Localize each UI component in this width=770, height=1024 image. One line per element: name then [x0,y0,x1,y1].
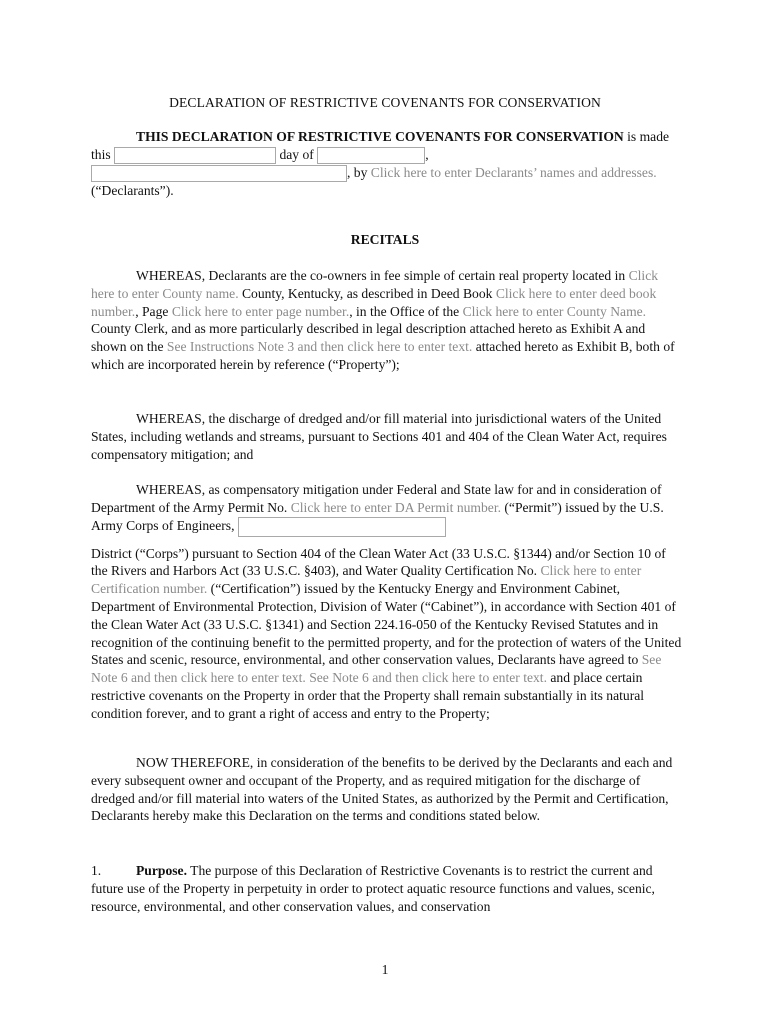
recital-mitigation: WHEREAS, as compensatory mitigation under Federal and State law for and in consideration of Department of the Army Permit No. Click here to enter DA Permit number. (“Permit”) issued by the U.S. Army Corps of Engineers, District (“Corps”) pursuant to Section 404 of the Clean Water Act (33 U.S.C. §1344) and/or Section 10 of the Rivers and Harbors Act (33 U.S.C. §403), and Water Quality Certification No. Click here to enter Certification number. (“Certification”) issued by the Kentucky Energy and Environment Cabinet, Department of Environmental Protection, Division of Water (“Cabinet”), in accordance with Section 401 of the Clean Water Act (33 U.S.C. §1341) and Section 224.16-050 of the Kentucky Revised Statutes and in recognition of the continuing benefit to the permitted property, and for the protection of waters of the United States and scenic, resource, environmental, and other conservation values, Declarants have agreed to See Note 6 and then click here to enter text. See Note 6 and then click here to enter text. and place certain restrictive covenants on the Property in order that the Property shall remain substantially in its natural condition forever, and to grant a right of access and entry to the Property; [91,482,682,721]
intro-paragraph: THIS DECLARATION OF RESTRICTIVE COVENANTS FOR CONSERVATION is made this day of , , by Click here to enter Declarants’ names and addresses. (“Declarants”). [91,129,670,198]
page-number: 1 [381,962,389,977]
deed-book-placeholder[interactable]: Click here to enter deed book number. [91,285,657,319]
page-number-placeholder[interactable]: Click here to enter page number. [171,303,350,319]
recital-property: WHEREAS, Declarants are the co-owners in fee simple of certain real property located in Click here to enter County name. County, Kentucky, as described in Deed Book Click here to enter deed book number., Page Click here to enter page number., in the Office of the Click here to enter County Name. County Clerk, and as more particularly described in legal description attached hereto as Exhibit A and shown on the See Instructions Note 3 and then click here to enter text. attached hereto as Exhibit B, both of which are incorporated herein by reference (“Property”); [91,268,675,372]
declarants-placeholder[interactable]: Click here to enter Declarants’ names and addresses. [370,164,657,180]
district-input-field[interactable] [238,517,446,537]
county-name-placeholder[interactable]: Click here to enter County name. [91,268,659,301]
note6-placeholder-1[interactable]: See Note 6 and then click here to enter text. [91,652,662,686]
declarants-input-field[interactable] [91,165,347,182]
note6-placeholder-2[interactable]: See Note 6 and then click here to enter text. [309,670,547,686]
intro-bold-lead: THIS DECLARATION OF RESTRICTIVE COVENANTS FOR CONSERVATION [136,129,624,144]
county-clerk-placeholder[interactable]: Click here to enter County Name. [462,303,647,319]
recitals-heading: RECITALS [350,232,420,247]
recital-discharge: WHEREAS, the discharge of dredged and/or fill material into jurisdictional waters of the United States, including wetlands and streams, pursuant to Sections 401 and 404 of the Clean Water Act, requires compensatory mitigation; and [91,411,667,462]
day-input-field[interactable] [114,147,276,164]
certification-number-placeholder[interactable]: Click here to enter Certification number. [91,563,642,597]
exhibit-b-placeholder[interactable]: See Instructions Note 3 and then click here to enter text. [166,339,473,355]
month-input-field[interactable] [317,147,425,164]
permit-number-placeholder[interactable]: Click here to enter DA Permit number. [290,499,501,515]
section-purpose: 1. Purpose. The purpose of this Declaration of Restrictive Covenants is to restrict the current and future use of the Property in perpetuity in order to protect aquatic resource functions and values, scenic, resource, environmental, and other conservation values, and conservation [91,863,655,914]
document-title: DECLARATION OF RESTRICTIVE COVENANTS FOR CONSERVATION [169,95,601,110]
now-therefore-paragraph: NOW THEREFORE, in consideration of the benefits to be derived by the Declarants and each and every subsequent owner and occupant of the Property, and as required mitigation for the discharge of dredged and/or fill material into waters of the United States, as authorized by the Permit and Certification, Declarants hereby make this Declaration on the terms and conditions stated below. [91,755,673,824]
section-number: 1. [91,863,102,878]
section-heading: Purpose. [136,863,187,878]
